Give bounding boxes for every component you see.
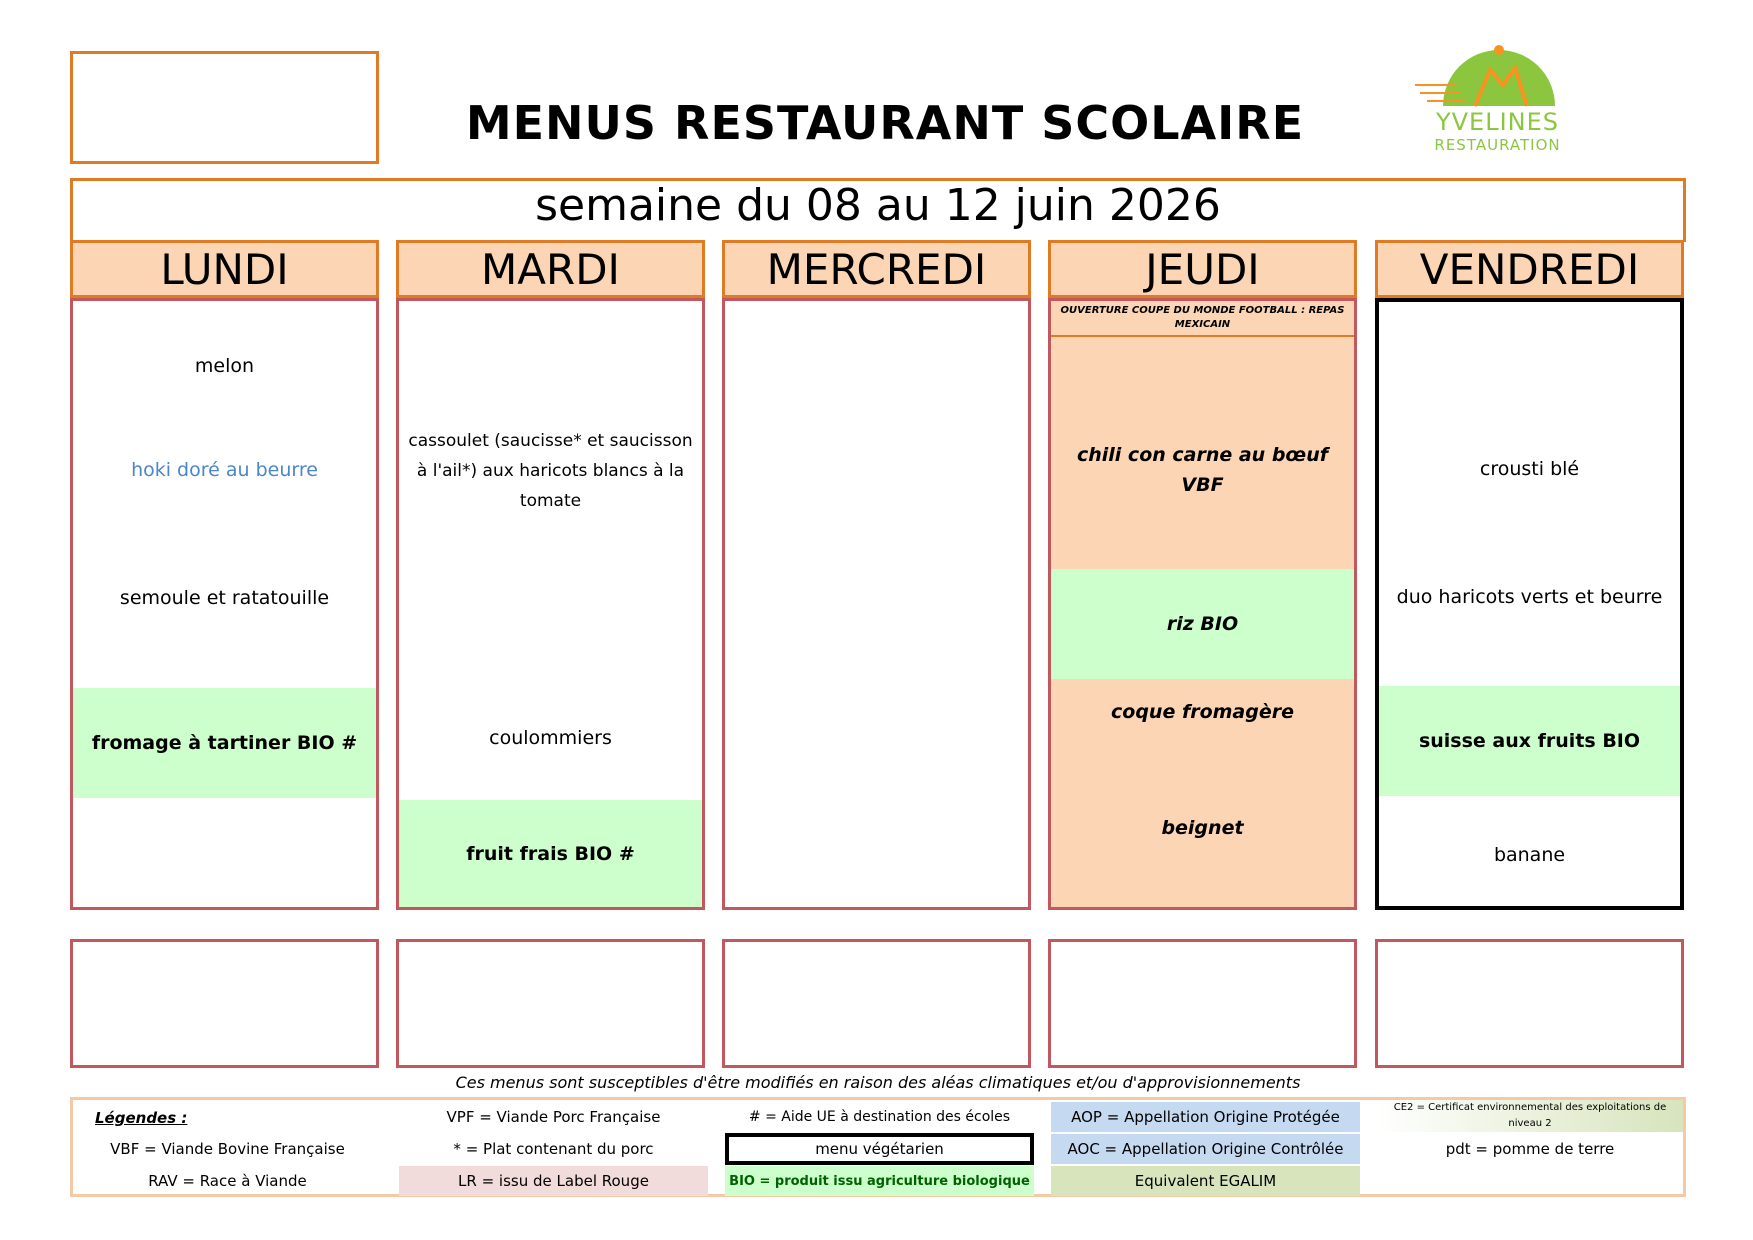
dish-dessert: beignet xyxy=(1161,817,1244,839)
legend-pdt: pdt = pomme de terre xyxy=(1445,1140,1615,1158)
dish-main: crousti blé xyxy=(1479,458,1580,480)
dish-main: chili con carne au bœuf VBF xyxy=(1076,444,1329,496)
dish-dessert: fruit frais BIO # xyxy=(399,800,702,907)
dish-side: riz BIO xyxy=(1051,569,1354,679)
day-header-jeudi: JEUDI xyxy=(1048,240,1357,298)
page-title: MENUS RESTAURANT SCOLAIRE xyxy=(465,96,1305,150)
note-box-jeudi xyxy=(1048,939,1357,1068)
dish-main: hoki doré au beurre xyxy=(131,459,318,481)
dish-dairy: suisse aux fruits BIO xyxy=(1379,686,1680,796)
legend-aop: AOP = Appellation Origine Protégée xyxy=(1051,1102,1360,1132)
day-header-mercredi: MERCREDI xyxy=(722,240,1031,298)
disclaimer: Ces menus sont susceptibles d'être modifiés en raison des aléas climatiques et/ou d'approvisionnements xyxy=(455,1073,1301,1092)
week-title: semaine du 08 au 12 juin 2026 xyxy=(535,180,1221,231)
dish-side: duo haricots verts et beurre xyxy=(1396,586,1663,608)
day-header-lundi: LUNDI xyxy=(70,240,379,298)
dish-main: cassoulet (saucisse* et saucisson à l'ail*) aux haricots blancs à la tomate xyxy=(408,431,693,511)
dish-dairy: coque fromagère xyxy=(1111,701,1294,723)
legend xyxy=(70,1097,1686,1197)
legend-vpf: VPF = Viande Porc Française xyxy=(446,1108,661,1126)
brand-subtitle: RESTAURATION xyxy=(1434,136,1561,154)
yvelines-restauration-logo xyxy=(1415,40,1580,165)
legend-ce2: CE2 = Certificat environnemental des exploitations de niveau 2 xyxy=(1377,1100,1683,1132)
brand-name: YVELINES xyxy=(1435,108,1560,136)
day-column-mercredi xyxy=(722,298,1031,910)
theme-note: OUVERTURE COUPE DU MONDE FOOTBALL : REPAS MEXICAIN xyxy=(1051,301,1354,337)
dish-side: semoule et ratatouille xyxy=(119,587,330,609)
dish-dessert: banane xyxy=(1493,844,1566,866)
day-column-jeudi xyxy=(1048,298,1357,910)
day-column-lundi xyxy=(70,298,379,910)
day-header-vendredi: VENDREDI xyxy=(1375,240,1684,298)
day-column-mardi xyxy=(396,298,705,910)
dish-dairy: fromage à tartiner BIO # xyxy=(73,688,376,798)
legend-bio: BIO = produit issu agriculture biologique xyxy=(725,1166,1034,1196)
day-header-mardi: MARDI xyxy=(396,240,705,298)
legend-vbf: VBF = Viande Bovine Française xyxy=(110,1140,345,1158)
note-box-lundi xyxy=(70,939,379,1068)
legend-vegetarian: menu végétarien xyxy=(725,1133,1034,1165)
legend-rav: RAV = Race à Viande xyxy=(148,1172,307,1190)
legend-label-rouge: LR = issu de Label Rouge xyxy=(399,1166,708,1196)
dish-starter: melon xyxy=(194,355,255,377)
legend-porc: * = Plat contenant du porc xyxy=(453,1140,654,1158)
legend-title: Légendes : xyxy=(95,1109,188,1127)
legend-hash: # = Aide UE à destination des écoles xyxy=(748,1109,1011,1125)
dish-dairy: coulommiers xyxy=(489,727,612,749)
day-column-vendredi xyxy=(1375,298,1684,910)
legend-aoc: AOC = Appellation Origine Contrôlée xyxy=(1051,1134,1360,1164)
logo-placeholder-box xyxy=(70,51,379,164)
note-box-mercredi xyxy=(722,939,1031,1068)
note-box-mardi xyxy=(396,939,705,1068)
note-box-vendredi xyxy=(1375,939,1684,1068)
legend-egalim: Equivalent EGALIM xyxy=(1051,1166,1360,1196)
